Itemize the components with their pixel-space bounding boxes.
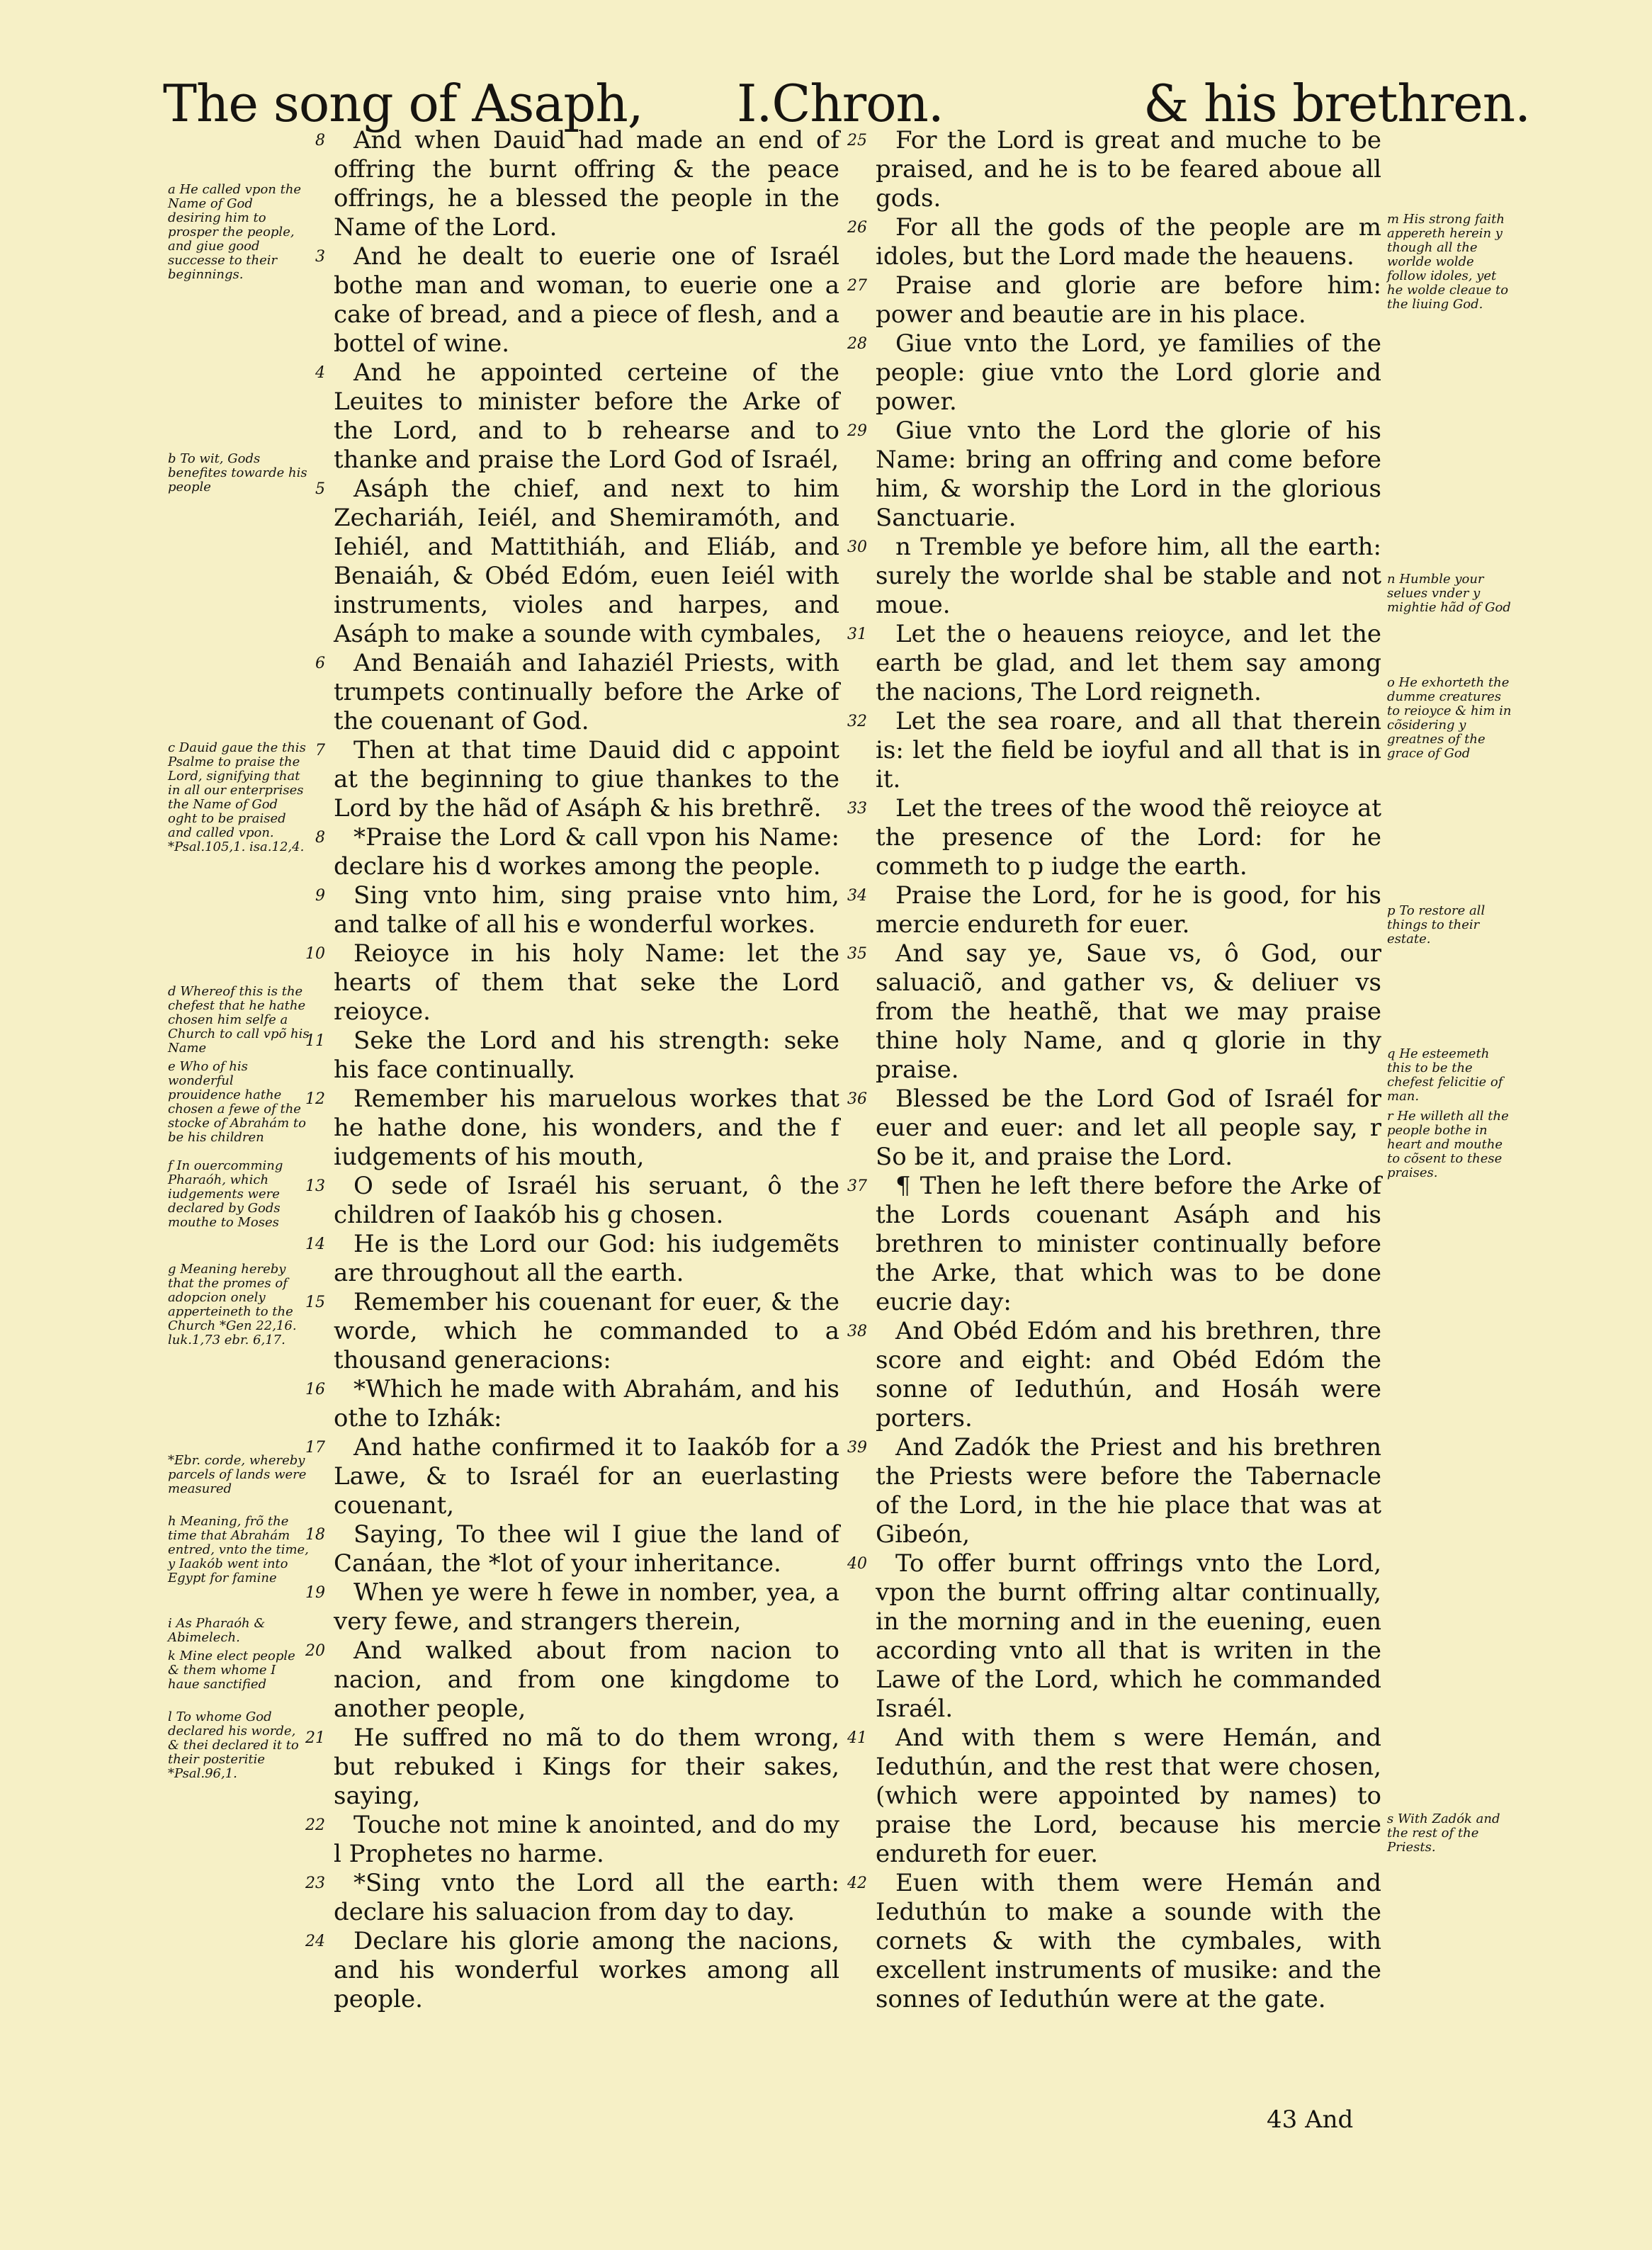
verse-text: Declare his glorie among the nacions, and his wonderful workes among all people.	[334, 1927, 839, 2013]
verse	[847, 881, 1381, 939]
verse-text: *Praise the Lord & call vpon his Name: declare his d workes among the people.	[334, 823, 839, 881]
verse-text: And say ye, Saue vs, ô God, our saluaciõ, and gather vs, & deliuer vs from the heathẽ, that we may praise thine holy Name, and q glorie in thy praise.	[876, 939, 1381, 1084]
verse	[847, 1172, 1381, 1317]
verse-number: 28	[847, 335, 867, 353]
verse	[305, 1375, 839, 1433]
verse-number: 23	[305, 1875, 325, 1892]
verse-number: 40	[847, 1555, 867, 1573]
verse-number: 32	[847, 713, 867, 730]
verse-number: 27	[847, 277, 867, 295]
verse-text: Sing vnto him, sing praise vnto him, and talke of all his e wonderful workes.	[334, 881, 839, 939]
margin-note: e Who of his wonderful prouidence hathe chosen a fewe of the stocke of Abrahám to be his children	[168, 1059, 306, 1145]
margin-note: g Meaning hereby that the promes of adopcion onely apperteineth to the Church *Gen 22,16. luk.1,73 ebr. 6,17.	[168, 1262, 297, 1347]
verse	[847, 417, 1381, 533]
verse-number: 6	[315, 655, 325, 672]
verse-number: 41	[847, 1729, 867, 1747]
verse-number: 36	[847, 1090, 867, 1108]
verse-text: Praise and glorie are before him: power and beautie are in his place.	[876, 271, 1381, 329]
verse	[305, 1811, 839, 1869]
header-left-title: The song of Asaph,	[163, 74, 643, 133]
verse	[315, 736, 839, 823]
margin-note: p To restore all things to their estate.	[1387, 903, 1486, 946]
verse-number: 34	[847, 887, 867, 905]
verse	[847, 1085, 1381, 1172]
verse-number: 24	[305, 1933, 325, 1950]
verse-text: Asáph the chief, and next to him Zechariáh, Ieiél, and Shemiramóth, and Iehiél, and Mattithiáh, and Eliáb, and Benaiáh, & Obéd Edóm, euen Ieiél with instruments, violes and harpes, and Asáph to make a sounde with cymbales,	[334, 475, 839, 648]
verse-text: *Which he made with Abrahám, and his othe to Izhák:	[334, 1375, 839, 1432]
margin-note: h Meaning, frõ the time that Abrahám entred, vnto the time, y Iaakób went into Egypt for famine	[168, 1514, 309, 1585]
verse-number: 35	[847, 945, 867, 963]
verse	[847, 1433, 1381, 1549]
running-header	[163, 51, 1530, 133]
verse-number: 8	[315, 132, 325, 149]
verse-text: Blessed be the Lord God of Israél for euer and euer: and let all people say, r So be it, and praise the Lord.	[876, 1085, 1381, 1171]
verse	[847, 620, 1381, 707]
margin-note: r He willeth all the people bothe in heart and mouthe to cõsent to these praises.	[1387, 1109, 1509, 1180]
verse-text: And walked about from nacion to nacion, and from one kingdome to another people,	[334, 1636, 839, 1723]
verse	[305, 1433, 839, 1520]
verse	[305, 1027, 839, 1085]
verse	[847, 533, 1381, 620]
verse-text: Giue vnto the Lord the glorie of his Name: bring an offring and come before him, & worship the Lord in the glorious Sanctuarie.	[876, 417, 1381, 532]
margin-note: q He esteemeth this to be the chefest felicitie of man.	[1387, 1046, 1503, 1104]
verse-number: 31	[847, 626, 867, 643]
verse-text: O sede of Israél his seruant, ô the children of Iaakób his g chosen.	[334, 1172, 839, 1229]
verse-number: 33	[847, 800, 867, 818]
verse	[315, 242, 839, 358]
verse-text: And when Dauid had made an end of offring the burnt offring & the peace offrings, he a blessed the people in the Name of the Lord.	[334, 126, 839, 242]
verse-number: 19	[305, 1584, 325, 1602]
verse-number: 14	[305, 1236, 325, 1253]
verse-text: Seke the Lord and his strength: seke his face continually.	[334, 1027, 839, 1084]
verse-text: He suffred no mã to do them wrong, but rebuked i Kings for their sakes, saying,	[334, 1724, 839, 1810]
verse-number: 9	[315, 887, 325, 905]
margin-note: m His strong faith appereth herein y though all the worlde wolde follow idoles, yet he wolde cleaue to the liuing God.	[1387, 212, 1509, 312]
verse-number: 30	[847, 538, 867, 556]
verse-text: Euen with them were Hemán and Ieduthún to make a sounde with the cornets & with the cymbales, with excellent instruments of musike: and the sonnes of Ieduthún were at the gate.	[876, 1869, 1381, 2013]
verse	[305, 1520, 839, 1578]
verse-number: 18	[305, 1526, 325, 1544]
verse	[305, 1869, 839, 1927]
verse-text: Let the o heauens reioyce, and let the earth be glad, and let them say among the nacions, The Lord reigneth.	[876, 620, 1381, 706]
verse	[847, 1724, 1381, 1869]
verse-number: 21	[305, 1729, 325, 1747]
verse-text: He is the Lord our God: his iudgemẽts are throughout all the earth.	[334, 1230, 839, 1287]
verse-number: 37	[847, 1177, 867, 1195]
margin-note: f In ouercomming Pharaóh, which iudgements were declared by Gods mouthe to Moses	[168, 1158, 283, 1230]
verse-number: 7	[315, 742, 325, 759]
verse-text: For all the gods of the people are m idoles, but the Lord made the heauens.	[876, 213, 1381, 271]
verse	[305, 1230, 839, 1288]
verse	[847, 1317, 1381, 1433]
verse	[847, 213, 1381, 271]
verse-text: And hathe confirmed it to Iaakób for a Lawe, & to Israél for an euerlasting couenant,	[334, 1433, 839, 1520]
verse-text: *Sing vnto the Lord all the earth: declare his saluacion from day to day.	[334, 1869, 839, 1926]
verse	[847, 329, 1381, 417]
margin-note: o He exhorteth the dumme creatures to reioyce & him in cõsidering y greatnes of the grace of God	[1387, 675, 1512, 761]
verse-text: Remember his couenant for euer, & the worde, which he commanded to a thousand generacions:	[334, 1288, 839, 1374]
margin-note: d Whereof this is the chefest that he hathe chosen him selfe a Church to call vpõ his Name	[168, 984, 310, 1056]
margin-note: s With Zadók and the rest of the Priests.	[1387, 1811, 1500, 1855]
verse	[847, 1869, 1381, 2014]
verse-number: 16	[305, 1381, 325, 1398]
verse-text: Giue vnto the Lord, ye families of the people: giue vnto the Lord glorie and power.	[876, 329, 1381, 416]
verse-number: 8	[315, 829, 325, 847]
verse-text: Let the sea roare, and all that therein is: let the field be ioyful and all that is in it.	[876, 707, 1381, 793]
left-text-column	[305, 126, 839, 2014]
verse-text: For the Lord is great and muche to be praised, and he is to be feared aboue all gods.	[876, 126, 1381, 213]
verse-text: Remember his maruelous workes that he hathe done, his wonders, and the f iudgements of his mouth,	[334, 1085, 839, 1171]
verse	[847, 126, 1381, 213]
verse	[315, 881, 839, 939]
verse-text: ¶ Then he left there before the Arke of the Lords couenant Asáph and his brethren to minister continually before the Arke, that which was to be done eucrie day:	[876, 1172, 1381, 1316]
catchword: 43 And	[1267, 2105, 1354, 2134]
verse-text: To offer burnt offrings vnto the Lord, vpon the burnt offring altar continually, in the morning and in the euening, euen according vnto all that is writen in the Lawe of the Lord, which he commanded Israél.	[876, 1549, 1381, 1723]
verse-number: 29	[847, 422, 867, 440]
margin-note: c Dauid gaue the this Psalme to praise the Lord, signifying that in all our enterprises the Name of God oght to be praised and called vpon. *Psal.105,1. isa.12,4.	[168, 740, 306, 854]
verse-number: 5	[315, 480, 325, 498]
verse-number: 39	[847, 1439, 867, 1457]
verse	[847, 1549, 1381, 1724]
verse-number: 4	[315, 364, 325, 382]
verse-text: Let the trees of the wood thẽ reioyce at the presence of the Lord: for he commeth to p iudge the earth.	[876, 794, 1381, 881]
verse	[305, 939, 839, 1027]
verse	[847, 794, 1381, 881]
margin-note: n Humble your selues vnder y mightie hãd of God	[1387, 572, 1511, 615]
verse-text: When ye were h fewe in nomber, yea, a very fewe, and strangers therein,	[334, 1578, 839, 1636]
verse	[315, 358, 839, 475]
verse-number: 20	[305, 1642, 325, 1660]
verse-text: And he appointed certeine of the Leuites to minister before the Arke of the Lord, and to b rehearse and to thanke and praise the Lord God of Israél,	[334, 358, 839, 474]
verse-number: 38	[847, 1323, 867, 1340]
margin-note: k Mine elect people & them whome I haue sanctified	[168, 1649, 295, 1692]
verse-number: 42	[847, 1875, 867, 1892]
verse-text: Saying, To thee wil I giue the land of Canáan, the *lot of your inheritance.	[334, 1520, 839, 1578]
verse-text: And he dealt to euerie one of Israél bothe man and woman, to euerie one a cake of bread, and a piece of flesh, and a bottel of wine.	[334, 242, 839, 358]
verse-number: 15	[305, 1294, 325, 1311]
verse-number: 12	[305, 1090, 325, 1108]
margin-note: l To whome God declared his worde, & thei declared it to their posteritie *Psal.96,1.	[168, 1709, 299, 1781]
verse-number: 22	[305, 1816, 325, 1834]
verse-number: 26	[847, 219, 867, 237]
verse	[305, 1724, 839, 1811]
header-right-title: & his brethren.	[1143, 74, 1530, 133]
verse	[305, 1578, 839, 1636]
margin-note: *Ebr. corde, whereby parcels of lands were measured	[168, 1453, 307, 1496]
margin-note: i As Pharaóh & Abimelech.	[168, 1616, 266, 1645]
verse-text: Touche not mine k anointed, and do my l Prophetes no harme.	[334, 1811, 839, 1868]
margin-note: a He called vpon the Name of God desiring him to prosper the people, and giue good successe to their beginnings.	[168, 182, 302, 282]
verse	[847, 707, 1381, 794]
verse-text: And Zadók the Priest and his brethren the Priests were before the Tabernacle of the Lord, in the hie place that was at Gibeón,	[876, 1433, 1381, 1549]
header-book-name: I.Chron.	[737, 74, 944, 133]
verse-number: 10	[305, 945, 325, 963]
verse-text: Reioyce in his holy Name: let the hearts of them that seke the Lord reioyce.	[334, 939, 839, 1026]
verse-text: And Benaiáh and Iahaziél Priests, with trumpets continually before the Arke of the couenant of God.	[334, 649, 839, 735]
verse	[847, 939, 1381, 1085]
verse	[305, 1636, 839, 1724]
verse-text: Praise the Lord, for he is good, for his mercie endureth for euer.	[876, 881, 1381, 939]
verse	[315, 823, 839, 881]
verse	[847, 271, 1381, 329]
verse-text: And Obéd Edóm and his brethren, thre score and eight: and Obéd Edóm the sonne of Ieduthún, and Hosáh were porters.	[876, 1317, 1381, 1432]
verse-number: 11	[305, 1032, 325, 1050]
verse-number: 13	[305, 1177, 325, 1195]
margin-note: b To wit, Gods benefites towarde his people	[168, 451, 307, 494]
verse-text: Then at that time Dauid did c appoint at the beginning to giue thankes to the Lord by the hãd of Asáph & his brethrẽ.	[334, 736, 839, 822]
right-text-column	[847, 126, 1381, 2014]
verse	[315, 126, 839, 242]
verse-number: 3	[315, 248, 325, 266]
verse	[315, 475, 839, 649]
verse-number: 25	[847, 132, 867, 149]
verse	[305, 1172, 839, 1230]
verse-text: n Tremble ye before him, all the earth: surely the worlde shal be stable and not moue.	[876, 533, 1381, 619]
verse	[305, 1288, 839, 1375]
verse-text: And with them s were Hemán, and Ieduthún, and the rest that were chosen, (which were appointed by names) to praise the Lord, because his mercie endureth for euer.	[876, 1724, 1381, 1868]
verse	[305, 1085, 839, 1172]
verse	[305, 1927, 839, 2014]
verse-number: 17	[305, 1439, 325, 1457]
verse	[315, 649, 839, 736]
